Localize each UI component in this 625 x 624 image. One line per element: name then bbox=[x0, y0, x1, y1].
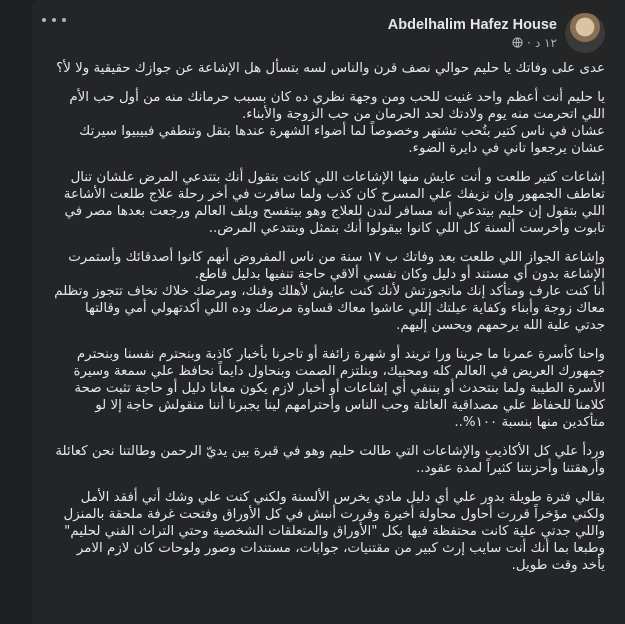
post-paragraph bbox=[54, 346, 605, 431]
more-options-icon[interactable] bbox=[42, 12, 66, 28]
page-avatar[interactable] bbox=[565, 13, 605, 53]
post-line: واحنا كأسرة عمرنا ما جرينا ورا تريند أو شهرة زائفة أو تاجرنا بأخبار كاذبة وبنحترم نفسنا وبنحترم جمهورك العريض في العالم كله ومحبيك، وبنلتزم الصمت وبنحاول دايماً نحافظ علي سمعة وسيرة الأسرة الطيبة ولما بنتحدث أو بننفي أي إشاعات أو أخبار لازم يكون معانا دليل أو حاجة تثبت صحة كلامنا للحفاظ علي مصداقية العائلة وحب الناس وأحترامهم لينا يجبرنا أننا منقولش حاجة إلا لو متأكدين منها بنسبة ١٠٠%.. bbox=[73, 347, 605, 430]
post-text bbox=[54, 60, 605, 586]
post-line: عدى على وفاتك يا حليم حوالي نصف قرن والناس لسه بتسأل هل الإشاعة عن جوازك حقيقية ولا لأ؟ bbox=[56, 61, 605, 76]
post-line: يا حليم أنت أعظم واحد غنيت للحب ومن وجهة نظري ده كان بسبب حرمانك منه من أول حب الأم اللي اتحرمت منه يوم ولادتك لحد الحرمان من حب الزوجة والأبناء. bbox=[69, 90, 605, 122]
globe-icon bbox=[512, 37, 523, 48]
post-paragraph bbox=[54, 89, 605, 157]
post-meta bbox=[388, 17, 557, 50]
page-name[interactable]: Abdelhalim Hafez House bbox=[387, 16, 557, 33]
post-subline bbox=[388, 36, 557, 50]
post-line: وإشاعة الجواز اللي طلعت بعد وفاتك ب ١٧ سنة من ناس المفروض أنهم كانوا أصدقائك وأستمرت الإشاعة بدون أي مستند أو دليل وكان نفسي ألاقي حاجة تنفيها بدليل قاطع. bbox=[68, 250, 605, 282]
post-header bbox=[388, 10, 605, 56]
post-line: بقالي فترة طويلة بدور علي أي دليل مادي يخرس الألسنة ولكني كنت علي وشك أني أفقد الأمل ولكني مؤخراً قررت أحاول محاولة أخيرة وقررت أنبش في كل الأوراق وفتحت غرفة ملحقة بالمنزل واللي جدتي علية كانت محتفظة فيها بكل "الأوراق والمتعلقات الشخصية وحتي التراث الفني لحليم" وطبعا بما أنك أنت سايب إرث كبير من مقتنيات، جوابات، مستندات وصور ولوحات كان لازم الامر يأخد وقت طويل. bbox=[63, 490, 605, 573]
post-line: أنا كنت عارف ومتأكد إنك ماتجوزتش لأنك كنت عايش لأهلك وفنك، ومرضك خلاك تخاف تتجوز وتظلم معاك زوجة وأبناء وكفاية عيلتك إللي عاشوا معاك قساوة مرضك وده اللي أكدتهولي أمي وقالتها جدتي علية الله يرحمهم ويحسن إليهم. bbox=[54, 284, 605, 333]
post-paragraph bbox=[54, 169, 605, 237]
post-line: وردأ علي كل الأكاذيب والإشاعات التي طالت حليم وهو في قبرة بين يديّ الرحمن وطالتنا نحن كعائلة وأرهقتنا وأحزنتنا كثيراً لمدة عقود.. bbox=[55, 444, 605, 476]
post-paragraph bbox=[54, 249, 605, 334]
post-paragraph bbox=[54, 443, 605, 477]
post-card bbox=[32, 0, 625, 624]
separator-dot: · bbox=[527, 35, 531, 50]
post-paragraph bbox=[54, 489, 605, 574]
post-line: إشاعات كتير طلعت و أنت عايش منها الإشاعات اللي كانت بتقول أنك بتتدعي المرض علشان تنال تعاطف الجمهور وإن نزيفك علي المسرح كان كذب ولما سافرت في أخر رحلة علاج طلعت الأشاعة اللي بتقول إن حليم بيتدعي أنه مسافر لندن للعلاج وهو بيتفسح ويلف العالم ورجعت بعدها مصر في تابوت وأخرست ألسنة كل اللي كانوا بيقولوا أنك بتمثل وبتتدعي المرض.. bbox=[63, 170, 605, 236]
post-paragraph bbox=[54, 60, 605, 77]
post-line: عشان في ناس كتير بتُحب تشتهر وخصوصاً لما أضواء الشهرة عندها بتقل وتنطفي فبيبيوا سيرتك عشان يرجعوا تاني في دايرة الضوء. bbox=[79, 124, 605, 156]
post-time[interactable]: ١٢ د bbox=[534, 35, 557, 50]
